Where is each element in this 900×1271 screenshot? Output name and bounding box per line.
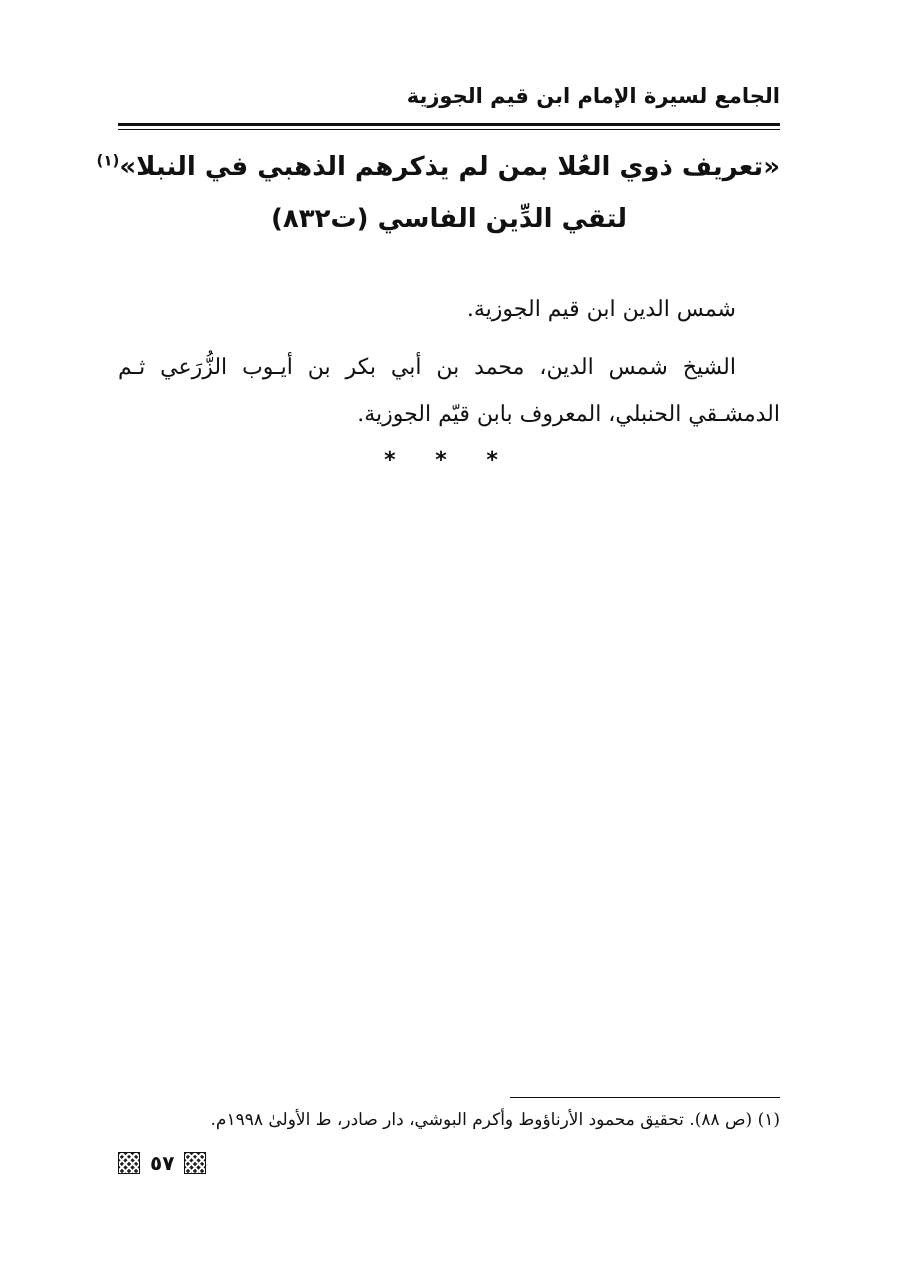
footnote-rule (510, 1097, 780, 1098)
ornament-icon (184, 1152, 206, 1174)
header-rule-thick (118, 123, 780, 126)
page-folio (118, 1150, 206, 1176)
running-header: الجامع لسيرة الإمام ابن قيم الجوزية (406, 84, 780, 108)
chapter-title-line-2: لتقي الدِّين الفاسي (ت٨٣٢) (271, 204, 627, 234)
header-rule-thin (118, 129, 780, 130)
body-paragraph-1: شمس الدين ابن قيم الجوزية. (466, 297, 736, 322)
chapter-title-line-1 (96, 151, 780, 182)
body-paragraph-2: الشيخ شمس الدين، محمد بن أبي بكر بن أيـوب الزُّرَعي ثـم الدمشـقي الحنبلي، المعروف بابن قيّم الجوزية. (118, 355, 780, 427)
section-separator: * * * (384, 448, 514, 473)
page-number: ٥٧ (150, 1151, 175, 1175)
chapter-title-text: «تعريف ذوي العُلا بمن لم يذكرهم الذهبي في النبلا» (119, 152, 780, 182)
footnote-1: (١) (ص ٨٨). تحقيق محمود الأرناؤوط وأكرم البوشي، دار صادر، ط الأولىٰ ١٩٩٨م. (210, 1110, 780, 1130)
ornament-icon (118, 1152, 140, 1174)
footnote-reference: (١) (96, 151, 120, 170)
